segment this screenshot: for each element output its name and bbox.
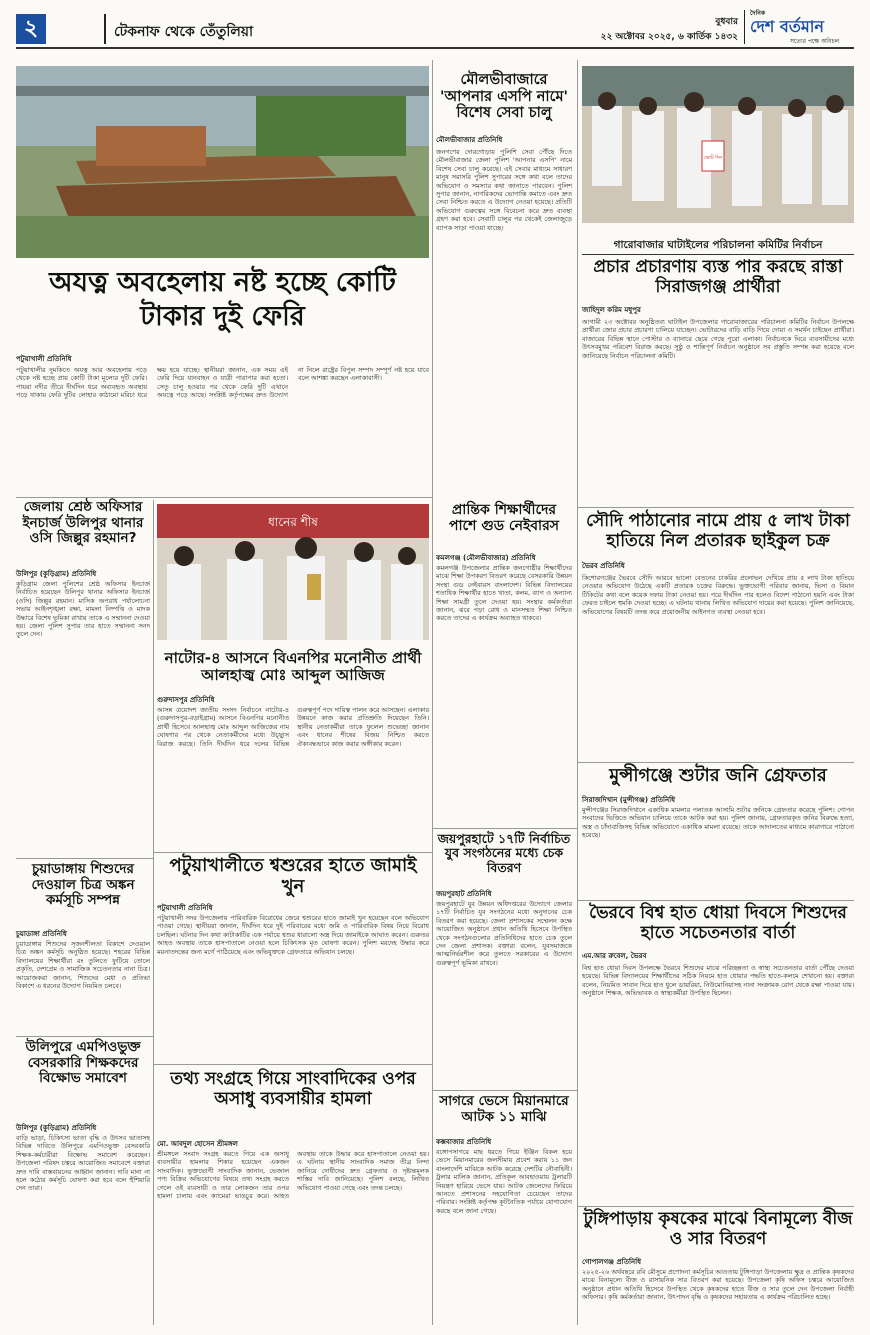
garobazar-caption: গারোবাজার ঘাটাইলের পরিচালনা কমিটির নির্বাচন: [613, 239, 823, 251]
masthead-small: দৈনিক: [750, 10, 766, 17]
munshiganj-headline: মুন্সীগঞ্জে শুটার জনি গ্রেফতার: [609, 765, 827, 786]
journalist-body: শ্রীমঙ্গলে সংবাদ সংগ্রহ করতে গিয়ে এক অসাধু ব্যবসায়ীর হামলার শিকার হয়েছেন একজন সাংবাদিক। ভুক্তভোগী সাংবাদিক জানান, ভেজাল পণ্য বিক্রির অভিযোগের বিষয়ে তথ্য সংগ্রহ করতে গেলে ওই ব্যবসায়ী ও তার লোকজন তার ওপর হামলা চালায় এবং ক্যামেরা ভাঙচুর করে। আহত অবস্থায় তাকে উদ্ধার করে হাসপাতালে নেওয়া হয়। এ ঘটনায় স্থানীয় সাংবাদিক সমাজ তীব্র নিন্দা জানিয়ে দোষীদের দ্রুত গ্রেফতার ও দৃষ্টান্তমূলক শাস্তির দাবি জানিয়েছে। পুলিশ বলছে, লিখিত অভিযোগ পাওয়া গেছে এবং তদন্ত চলছে।: [157, 1150, 429, 1201]
garobazar-rule: [582, 254, 854, 255]
column-rule: [153, 500, 154, 1325]
ferry-headline: অযত্ন অবহেলায় নষ্ট হচ্ছে কোটি টাকার দুই ফেরি: [49, 267, 396, 332]
section-rule: [154, 1064, 432, 1065]
ferry-byline: পটুয়াখালী প্রতিনিধি: [16, 355, 72, 363]
neighbours-body: কমলগঞ্জ উপজেলার প্রান্তিক জনগোষ্ঠীর শিক্ষার্থীদের মাঝে শিক্ষা উপকরণ বিতরণ করেছে বেসরকারি উন্নয়ন সংস্থা গুড নেইবারস বাংলাদেশ। বিভিন্ন বিদ্যালয়ের শতাধিক শিক্ষার্থীর হাতে খাতা, কলম, ব্যাগ ও অন্যান্য শিক্ষা সামগ্রী তুলে দেওয়া হয়। সংস্থার কর্মকর্তারা জানান, ঝরে পড়া রোধ ও মানসম্মত শিক্ষা নিশ্চিত করতে তাদের এ কার্যক্রম অব্যাহত থাকবে।: [436, 564, 572, 623]
section-rule: [578, 507, 854, 508]
masthead-logo: দেশ বর্তমান: [750, 17, 824, 36]
header-day: বুধবার: [715, 17, 738, 27]
sp-byline: মৌলভীবাজার প্রতিনিধি: [436, 136, 503, 144]
murder-headline: পটুয়াখালীতে শ্বশুরের হাতে জামাই খুন: [169, 855, 417, 897]
ulipur-oc-body: কুড়িগ্রাম জেলা পুলিশের শ্রেষ্ঠ অফিসার ইনচার্জ নির্বাচিত হয়েছেন উলিপুর থানার অফিসার ইনচার্জ (ওসি) জিল্লুর রহমান। মাসিক অপরাধ পর্যালোচনা সভায় আইনশৃঙ্খলা রক্ষা, মামলা নিষ্পত্তি ও মাদক উদ্ধারে বিশেষ ভূমিকা রাখায় তাকে এ সম্মাননা দেওয়া হয়। জেলা পুলিশ সুপার তার হাতে সম্মাননা সনদ তুলে দেন।: [16, 580, 150, 639]
column-rule: [432, 60, 433, 1325]
tungipara-body: ২০২৫-২৬ অর্থবছরে রবি মৌসুমে প্রণোদনা কর্মসূচির আওতায় টুঙ্গিপাড়া উপজেলায় ক্ষুদ্র ও প্রান্তিক কৃষকদের মাঝে বিনামূল্যে বীজ ও রাসায়নিক সার বিতরণ করা হয়েছে। উপজেলা কৃষি অফিস চত্বরে আয়োজিত অনুষ্ঠানে প্রধান অতিথি হিসেবে উপস্থিত থেকে কৃষকদের হাতে বীজ ও সার তুলে দেন উপজেলা নির্বাহী অফিসার। কৃষি কর্মকর্তারা জানান, উৎপাদন বৃদ্ধি ও কৃষকদের সহায়তায় এ কার্যক্রম পরিচালিত হচ্ছে।: [582, 1268, 854, 1302]
teachers-body: বাড়ি ভাড়া, চিকিৎসা ভাতা বৃদ্ধি ও উৎসব ভাতাসহ বিভিন্ন দাবিতে উলিপুরে এমপিওভুক্ত বেসরকারি শিক্ষক-কর্মচারীরা বিক্ষোভ সমাবেশ করেছেন। উপজেলা পরিষদ চত্বরে আয়োজিত সমাবেশে বক্তারা দ্রুত দাবি বাস্তবায়নের আহ্বান জানান। দাবি মানা না হলে কঠোর কর্মসূচি ঘোষণা করা হবে বলে হুঁশিয়ারি দেন তারা।: [16, 1134, 150, 1193]
saudi-headline: সৌদি পাঠানোর নামে প্রায় ৫ লাখ টাকা হাতিয়ে নিল প্রতারক ছাইকুল চক্র: [586, 511, 850, 551]
section-rule: [154, 852, 432, 853]
ferry-photo: [16, 66, 429, 258]
munshiganj-byline: সিরাজদিখান (মুন্সীগঞ্জ) প্রতিনিধি: [582, 796, 676, 804]
garobazar-photo: [582, 66, 854, 223]
header-date: ২২ অক্টোবর ২০২৫, ৬ কার্তিক ১৪৩২: [600, 32, 738, 42]
neighbours-headline: প্রান্তিক শিক্ষার্থীদের পাশে গুড নেইবারস: [448, 502, 560, 535]
masthead-divider: [744, 10, 745, 44]
munshiganj-body: মুন্সীগঞ্জের সিরাজদিখানে একাধিক মামলার পলাতক আসামি শুটার জনিকে গ্রেফতার করেছে পুলিশ। গোপন সংবাদের ভিত্তিতে অভিযান চালিয়ে তাকে আটক করা হয়। পুলিশ জানায়, গ্রেফতারকৃত জনির বিরুদ্ধে হত্যা, অস্ত্র ও চাঁদাবাজিসহ বিভিন্ন অভিযোগে একাধিক মামলা রয়েছে। তাকে আদালতের মাধ্যমে কারাগারে পাঠানো হয়েছে।: [582, 806, 854, 840]
murder-body: পটুয়াখালী সদর উপজেলায় পারিবারিক বিরোধের জেরে শ্বশুরের হাতে জামাই খুন হয়েছেন বলে অভিযোগ পাওয়া গেছে। স্থানীয়রা জানান, দীর্ঘদিন ধরে দুই পরিবারের মধ্যে জমি ও পারিবারিক বিষয় নিয়ে বিরোধ চলছিল। ঘটনার দিন কথা কাটাকাটির এক পর্যায়ে শ্বশুর ধারালো অস্ত্র দিয়ে জামাইকে আঘাত করেন। গুরুতর আহত অবস্থায় তাকে হাসপাতালে নেওয়া হলে চিকিৎসক মৃত ঘোষণা করেন। পুলিশ মরদেহ উদ্ধার করে ময়নাতদন্তের জন্য মর্গে পাঠিয়েছে এবং অভিযুক্তকে গ্রেফতারে অভিযান চলছে।: [157, 914, 429, 956]
chuadanga-byline: চুয়াডাঙ্গা প্রতিনিধি: [16, 930, 67, 938]
banner-text: ধানের শীষ: [268, 515, 318, 529]
header-rule: [16, 47, 854, 49]
garobazar-body: আগামী ২৩ অক্টোবর অনুষ্ঠিতব্য ঘাটাইল উপজেলার গারোবাজারের পরিচালনা কমিটির নির্বাচন উপলক্ষে প্রার্থীরা জোর প্রচার প্রচারণা চালিয়ে যাচ্ছেন। ভোটারদের বাড়ি বাড়ি গিয়ে দোয়া ও সমর্থন চাইছেন প্রার্থীরা। বাজারের বিভিন্ন স্থানে পোস্টার ও ব্যানারে ছেয়ে গেছে পুরো এলাকা। নির্বাচনকে ঘিরে ব্যবসায়ীদের মধ্যে উৎসবমুখর পরিবেশ বিরাজ করছে। সুষ্ঠু ও শান্তিপূর্ণ নির্বাচন অনুষ্ঠানে সব প্রস্তুতি সম্পন্ন করা হয়েছে বলে জানিয়েছে নির্বাচন পরিচালনা কমিটি।: [582, 318, 854, 360]
section-rule: [433, 1090, 577, 1091]
section-rule: [16, 858, 153, 859]
journalist-byline: মো. আবদুল হোসেন শ্রীমঙ্গল: [157, 1140, 238, 1148]
natore-photo: [157, 504, 429, 640]
tungipara-headline: টুঙ্গিপাড়ায় কৃষকের মাঝে বিনামূল্যে বীজ ও সার বিতরণ: [583, 1209, 853, 1249]
saudi-byline: ভৈরব প্রতিনিধি: [582, 562, 625, 570]
teachers-byline: উলিপুর (কুড়িগ্রাম) প্রতিনিধি: [16, 1124, 97, 1132]
sagar-byline: কক্সবাজার প্রতিনিধি: [436, 1138, 492, 1146]
natore-byline: গুরুদাসপুর প্রতিনিধি: [157, 696, 215, 704]
tungipara-byline: গোপালগঞ্জ প্রতিনিধি: [582, 1258, 642, 1266]
teachers-headline: উলিপুরে এমপিওভুক্ত বেসরকারি শিক্ষকদের বিক্ষোভ সমাবেশ: [25, 1039, 141, 1087]
section-rule: [16, 1036, 153, 1037]
journalist-headline: তথ্য সংগ্রহে গিয়ে সাংবাদিকের ওপর অসাধু ব্যবসায়ীর হামলা: [170, 1069, 416, 1109]
section-title: টেকনাফ থেকে তেঁতুলিয়া: [114, 24, 254, 40]
natore-body: আসন্ন ত্রয়োদশ জাতীয় সংসদ নির্বাচনে নাটোর-৪ (গুরুদাসপুর-বড়াইগ্রাম) আসনে বিএনপির মনোনীত প্রার্থী হিসেবে আলহাজ্ব মোঃ আব্দুল আজিজের নাম ঘোষণার পর থেকে নেতাকর্মীদের মধ্যে উচ্ছ্বাস বিরাজ করছে। তিনি দীর্ঘদিন ধরে দলের বিভিন্ন গুরুত্বপূর্ণ পদে দায়িত্ব পালন করে আসছেন। এলাকার উন্নয়নে কাজ করার প্রতিশ্রুতি দিয়েছেন তিনি। স্থানীয় নেতাকর্মীরা তাকে ফুলেল শুভেচ্ছা জানান এবং ধানের শীষের বিজয় নিশ্চিত করতে ঐক্যবদ্ধভাবে কাজ করার অঙ্গীকার করেন।: [157, 706, 429, 748]
masthead-tagline: সত্যের পক্ষে অবিচল: [790, 38, 840, 45]
chuadanga-body: চুয়াডাঙ্গায় শিশুদের সৃজনশীলতা বিকাশে দেওয়াল চিত্র অঙ্কন কর্মসূচি অনুষ্ঠিত হয়েছে। শহরের বিভিন্ন বিদ্যালয়ের শিক্ষার্থীরা রং তুলিতে ফুটিয়ে তোলে প্রকৃতি, দেশপ্রেম ও সামাজিক সচেতনতার নানা চিত্র। আয়োজকরা জানান, শিশুদের মেধা ও প্রতিভা বিকাশে এ ধরনের উদ্যোগ নিয়মিত চলবে।: [16, 940, 150, 991]
section-rule: [578, 762, 854, 763]
section-rule: [16, 497, 432, 498]
page-number-box: ২: [16, 14, 46, 44]
poster-text: ভোট দিন: [703, 155, 723, 161]
section-rule: [433, 828, 577, 829]
header-divider: [104, 14, 106, 44]
bhairab-headline: ভৈরবে বিশ্ব হাত ধোয়া দিবসে শিশুদের হাতে সচেতনতার বার্তা: [589, 903, 847, 943]
sagar-body: বঙ্গোপসাগরে মাছ ধরতে গিয়ে ইঞ্জিন বিকল হয়ে ভেসে মিয়ানমারের জলসীমায় প্রবেশ করায় ১১ জন বাংলাদেশি মাঝিকে আটক করেছে দেশটির নৌবাহিনী। ট্রলার মালিক জানান, প্রতিকূল আবহাওয়ায় ট্রলারটি নিয়ন্ত্রণ হারিয়ে ভেসে যায়। আটক জেলেদের ফিরিয়ে আনতে প্রশাসনের সহযোগিতা চেয়েছেন তাদের পরিবার। সংশ্লিষ্ট কর্তৃপক্ষ কূটনৈতিক পর্যায়ে যোগাযোগ করছে বলে জানা গেছে।: [436, 1148, 572, 1215]
column-rule: [577, 60, 578, 1325]
jaipurhat-byline: জয়পুরহাট প্রতিনিধি: [436, 890, 492, 898]
ferry-body: পটুয়াখালীর দুমকিতে অযত্ন আর অবহেলায় পড়ে থেকে নষ্ট হচ্ছে প্রায় কোটি টাকা মূল্যের দুটি ফেরি। পায়রা নদীর তীরে দীর্ঘদিন ধরে অব্যবহৃত অবস্থায় পড়ে থাকায় ফেরি দুটির লোহার কাঠামো মরিচা ধরে ক্ষয় হয়ে যাচ্ছে। স্থানীয়রা জানান, এক সময় এই ফেরি দিয়ে যানবাহন ও যাত্রী পারাপার করা হতো। সেতু চালু হওয়ার পর থেকে ফেরি দুটি এখানে অযত্নে পড়ে আছে। সংশ্লিষ্ট কর্তৃপক্ষের দ্রুত উদ্যোগ না নিলে রাষ্ট্রের বিপুল সম্পদ সম্পূর্ণ নষ্ট হয়ে যাবে বলে আশঙ্কা করছেন এলাকাবাসী।: [16, 366, 429, 400]
chuadanga-headline: চুয়াডাঙ্গায় শিশুদের দেওয়াল চিত্র অঙ্কন কর্মসূচি সম্পন্ন: [31, 861, 135, 909]
bhairab-byline: এম.আর রুবেল, ভৈরব: [582, 952, 647, 960]
section-rule: [578, 1206, 854, 1207]
sp-headline: মৌলভীবাজারে 'আপনার এসপি নামে' বিশেষ সেবা চালু: [440, 72, 568, 122]
ulipur-oc-byline: উলিপুর (কুড়িগ্রাম) প্রতিনিধি: [16, 570, 97, 578]
section-rule: [578, 900, 854, 901]
natore-headline: নাটোর-৪ আসনে বিএনপির মনোনীত প্রার্থী আলহাজ্ব মোঃ আব্দুল আজিজ: [164, 649, 422, 685]
murder-byline: পটুয়াখালী প্রতিনিধি: [157, 904, 213, 912]
sagar-headline: সাগরে ভেসে মিয়ানমারে আটক ১১ মাঝি: [439, 1093, 569, 1125]
page-header: [0, 0, 870, 46]
ulipur-oc-headline: জেলায় শ্রেষ্ঠ অফিসার ইনচার্জ উলিপুর থানার ওসি জিল্লুর রহমান?: [22, 499, 144, 547]
jaipurhat-headline: জয়পুরহাটে ১৭টি নির্বাচিত যুব সংগঠনের মধ্যে চেক বিতরণ: [437, 831, 571, 875]
garobazar-headline: প্রচার প্রচারণায় ব্যস্ত পার করছে রাস্তা সিরাজগঞ্জ প্রার্থীরা: [593, 257, 843, 297]
sp-body: জনগণের দোরগোড়ায় পুলিশি সেবা পৌঁছে দিতে মৌলভীবাজার জেলা পুলিশ 'আপনার এসপি' নামে বিশেষ সেবা চালু করেছে। এই সেবার মাধ্যমে সাধারণ মানুষ সরাসরি পুলিশ সুপারের সঙ্গে কথা বলে তাদের অভিযোগ ও সমস্যার কথা জানাতে পারবেন। পুলিশ সুপার জানান, নাগরিকদের ভোগান্তি কমাতে এবং দ্রুত সেবা নিশ্চিত করতে এ উদ্যোগ নেওয়া হয়েছে। প্রতিটি অভিযোগ গুরুত্বের সঙ্গে বিবেচনা করে দ্রুত ব্যবস্থা গ্রহণ করা হবে। সেবাটি চালুর পর থেকেই জেলাজুড়ে ব্যাপক সাড়া পাওয়া যাচ্ছে।: [436, 148, 572, 232]
bhairab-body: বিশ্ব হাত ধোয়া দিবস উপলক্ষে ভৈরবে শিশুদের মাঝে পরিচ্ছন্নতা ও স্বাস্থ্য সচেতনতার বার্তা পৌঁছে দেওয়া হয়েছে। বিভিন্ন বিদ্যালয়ের শিক্ষার্থীদের সঠিক নিয়মে হাত ধোয়ার পদ্ধতি হাতে-কলমে শেখানো হয়। বক্তারা বলেন, নিয়মিত সাবান দিয়ে হাত ধুলে ডায়রিয়া, নিউমোনিয়াসহ নানা সংক্রামক রোগ থেকে রক্ষা পাওয়া যায়। অনুষ্ঠানে শিক্ষক, অভিভাবক ও স্বাস্থ্যকর্মীরা উপস্থিত ছিলেন।: [582, 964, 854, 998]
garobazar-byline: জাহিদুল করিম মধুপুর: [582, 306, 641, 314]
saudi-body: কিশোরগঞ্জের ভৈরবে সৌদি আরবে ভালো বেতনের চাকরির প্রলোভন দেখিয়ে প্রায় ৫ লাখ টাকা হাতিয়ে নেওয়ার অভিযোগ উঠেছে একটি প্রতারক চক্রের বিরুদ্ধে। ভুক্তভোগী পরিবার জানায়, ভিসা ও বিমান টিকিটের কথা বলে কয়েক দফায় টাকা নেওয়া হয়। পরে দীর্ঘদিন পার হলেও বিদেশ পাঠানো হয়নি এবং টাকা ফেরত চাইলে হুমকি দেওয়া হচ্ছে। এ ঘটনায় থানায় লিখিত অভিযোগ দায়ের করা হয়েছে। পুলিশ জানিয়েছে, অভিযোগের বিষয়টি তদন্ত করে প্রয়োজনীয় আইনগত ব্যবস্থা নেওয়া হবে।: [582, 574, 854, 616]
neighbours-byline: কমলগঞ্জ (মৌলভীবাজার) প্রতিনিধি: [436, 554, 536, 562]
jaipurhat-body: জয়পুরহাটে যুব উন্নয়ন অধিদপ্তরের উদ্যোগে জেলার ১৭টি নির্বাচিত যুব সংগঠনের মধ্যে অনুদানের চেক বিতরণ করা হয়েছে। জেলা প্রশাসকের সম্মেলন কক্ষে আয়োজিত অনুষ্ঠানে প্রধান অতিথি হিসেবে উপস্থিত থেকে সংগঠনগুলোর প্রতিনিধিদের হাতে চেক তুলে দেন জেলা প্রশাসক। বক্তারা বলেন, যুবসমাজকে আত্মনির্ভরশীল করে তুলতে সরকারের এ উদ্যোগ গুরুত্বপূর্ণ ভূমিকা রাখবে।: [436, 900, 572, 967]
